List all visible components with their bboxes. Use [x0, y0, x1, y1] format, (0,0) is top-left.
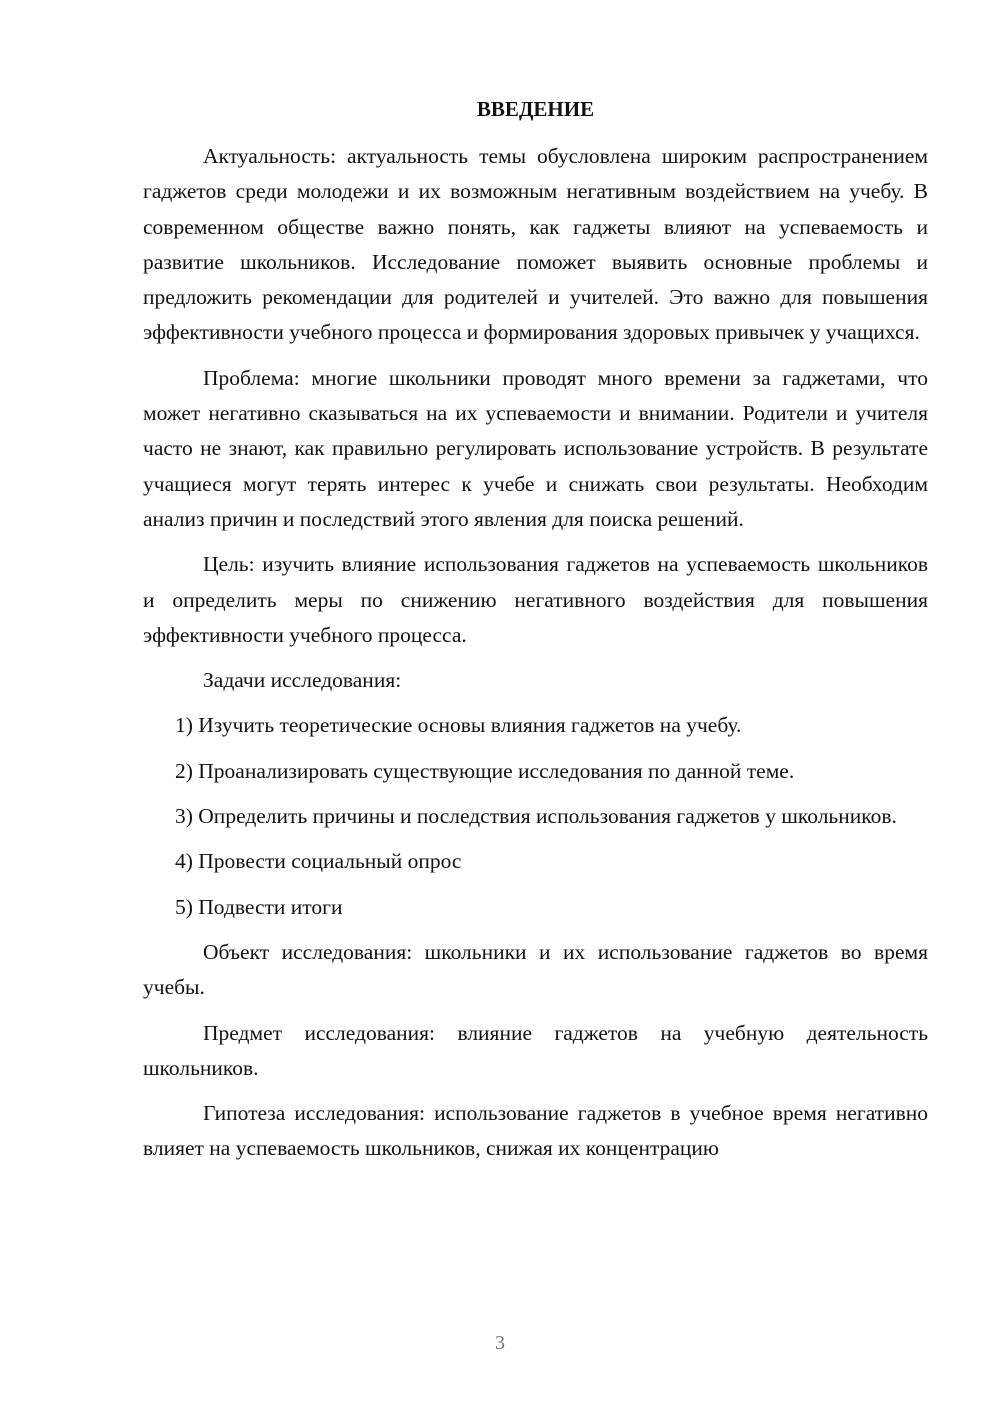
page-number: 3	[495, 1332, 505, 1354]
paragraph-problem: Проблема: многие школьники проводят много времени за гаджетами, что может негативно сказываться на их успеваемости и внимании. Родители и учителя часто не знают, как правильно регулировать использование устройств. В результате учащиеся могут терять интерес к учебе и снижать свои результаты. Необходим анализ причин и последствий этого явления для поиска решений.	[143, 365, 928, 531]
paragraph-relevance: Актуальность: актуальность темы обусловлена широким распространением гаджетов среди молодежи и их возможным негативным воздействием на учебу. В современном обществе важно понять, как гаджеты влияют на успеваемость и развитие школьников. Исследование поможет выявить основные проблемы и предложить рекомендации для родителей и учителей. Это важно для повышения эффективности учебного процесса и формирования здоровых привычек у учащихся.	[143, 144, 928, 345]
paragraph-object: Объект исследования: школьники и их использование гаджетов во время учебы.	[143, 939, 928, 1000]
task-item: 4) Провести социальный опрос	[175, 849, 462, 874]
tasks-heading: Задачи исследования:	[203, 668, 402, 693]
section-title: ВВЕДЕНИЕ	[476, 97, 595, 121]
paragraph-subject: Предмет исследования: влияние гаджетов на учебную деятельность школьников.	[143, 1020, 928, 1080]
paragraph-goal: Цель: изучить влияние использования гаджетов на успеваемость школьников и определить меры по снижению негативного воздействия для повышения эффективности учебного процесса.	[143, 552, 928, 647]
task-item: 5) Подвести итоги	[175, 894, 343, 919]
task-item: 2) Проанализировать существующие исследования по данной теме.	[175, 758, 795, 783]
task-item: 1) Изучить теоретические основы влияния гаджетов на учебу.	[175, 713, 742, 738]
document-page	[143, 94, 928, 1177]
paragraph-hypothesis: Гипотеза исследования: использование гаджетов в учебное время негативно влияет на успеваемость школьников, снижая их концентрацию	[143, 1101, 928, 1161]
task-item: 3) Определить причины и последствия использования гаджетов у школьников.	[175, 804, 897, 829]
